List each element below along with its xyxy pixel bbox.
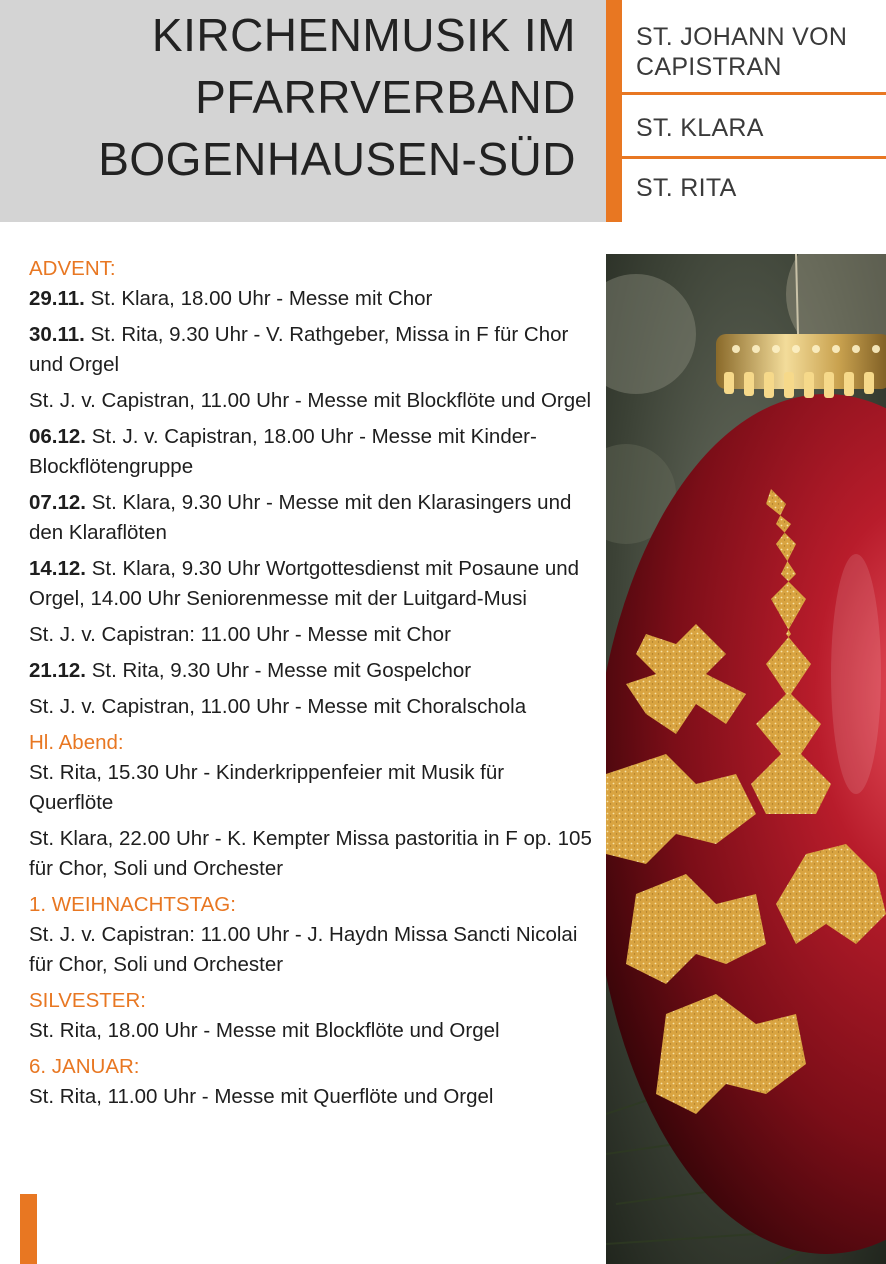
- entry-text: St. J. v. Capistran, 18.00 Uhr - Messe mit Kinder-Blockflötengruppe: [29, 425, 537, 478]
- schedule-entry: [29, 758, 594, 818]
- entry-text: St. Rita, 15.30 Uhr - Kinderkrippenfeier mit Musik für Querflöte: [29, 761, 505, 814]
- schedule-entry: [29, 422, 594, 482]
- section-heading-silvester: SILVESTER:: [29, 989, 146, 1012]
- parish-st-johann: ST. JOHANN VON CAPISTRAN: [636, 23, 848, 81]
- entry-date: 06.12.: [29, 425, 86, 448]
- schedule-entry: [29, 920, 594, 980]
- title-line-2: PFARRVERBAND: [195, 71, 576, 123]
- schedule-entry: [29, 386, 594, 416]
- section-heading-weihnachtstag: 1. WEIHNACHTSTAG:: [29, 893, 236, 916]
- parish-divider: [622, 156, 886, 159]
- schedule: [29, 254, 594, 1118]
- entry-text: St. Rita, 11.00 Uhr - Messe mit Querflöte und Orgel: [29, 1085, 494, 1108]
- ornament-illustration: [606, 254, 886, 1264]
- section-heading-advent: ADVENT:: [29, 257, 116, 280]
- entry-date: 21.12.: [29, 659, 86, 682]
- schedule-entry: [29, 620, 594, 650]
- entry-text: St. J. v. Capistran, 11.00 Uhr - Messe mit Choralschola: [29, 695, 527, 718]
- page-title: [98, 4, 576, 190]
- schedule-entry: [29, 656, 594, 686]
- entry-text: St. Rita, 18.00 Uhr - Messe mit Blockflöte und Orgel: [29, 1019, 500, 1042]
- entry-text: St. J. v. Capistran, 11.00 Uhr - Messe mit Blockflöte und Orgel: [29, 389, 592, 412]
- accent-bar: [606, 0, 622, 222]
- section-heading-hl-abend: Hl. Abend:: [29, 731, 124, 754]
- entry-date: 29.11.: [29, 287, 85, 310]
- schedule-entry: [29, 1016, 594, 1046]
- parish-st-rita: ST. RITA: [636, 174, 737, 202]
- entry-text: St. J. v. Capistran: 11.00 Uhr - Messe mit Chor: [29, 623, 451, 646]
- entry-text: St. Rita, 9.30 Uhr - V. Rathgeber, Missa in F für Chor und Orgel: [29, 323, 569, 376]
- entry-text: St. Klara, 18.00 Uhr - Messe mit Chor: [84, 287, 433, 310]
- schedule-entry: [29, 824, 594, 884]
- entry-text: St. Klara, 9.30 Uhr - Messe mit den Klarasingers und den Klaraflöten: [29, 491, 572, 544]
- title-block: [0, 0, 606, 222]
- christmas-ornament-photo: [606, 254, 886, 1264]
- schedule-entry: [29, 692, 594, 722]
- entry-text: St. J. v. Capistran: 11.00 Uhr - J. Haydn Missa Sancti Nicolai für Chor, Soli und Orchester: [29, 923, 578, 976]
- parish-divider: [622, 92, 886, 95]
- bottom-accent-bar: [20, 1194, 37, 1264]
- schedule-entry: [29, 284, 594, 314]
- entry-text: St. Rita, 9.30 Uhr - Messe mit Gospelchor: [86, 659, 472, 682]
- parish-list: [622, 0, 886, 222]
- entry-date: 07.12.: [29, 491, 86, 514]
- entry-date: 30.11.: [29, 323, 85, 346]
- entry-text: St. Klara, 22.00 Uhr - K. Kempter Missa pastoritia in F op. 105 für Chor, Soli und Orchester: [29, 827, 592, 880]
- schedule-entry: [29, 1082, 594, 1112]
- schedule-entry: [29, 554, 594, 614]
- entry-date: 14.12.: [29, 557, 86, 580]
- entry-text: St. Klara, 9.30 Uhr Wortgottesdienst mit Posaune und Orgel, 14.00 Uhr Seniorenmesse mit der Luitgard-Musi: [29, 557, 580, 610]
- schedule-entry: [29, 488, 594, 548]
- title-line-3: BOGENHAUSEN-SÜD: [98, 133, 576, 185]
- section-heading-januar: 6. JANUAR:: [29, 1055, 140, 1078]
- title-line-1: KIRCHENMUSIK IM: [151, 9, 576, 61]
- schedule-entry: [29, 320, 594, 380]
- parish-st-klara: ST. KLARA: [636, 114, 764, 142]
